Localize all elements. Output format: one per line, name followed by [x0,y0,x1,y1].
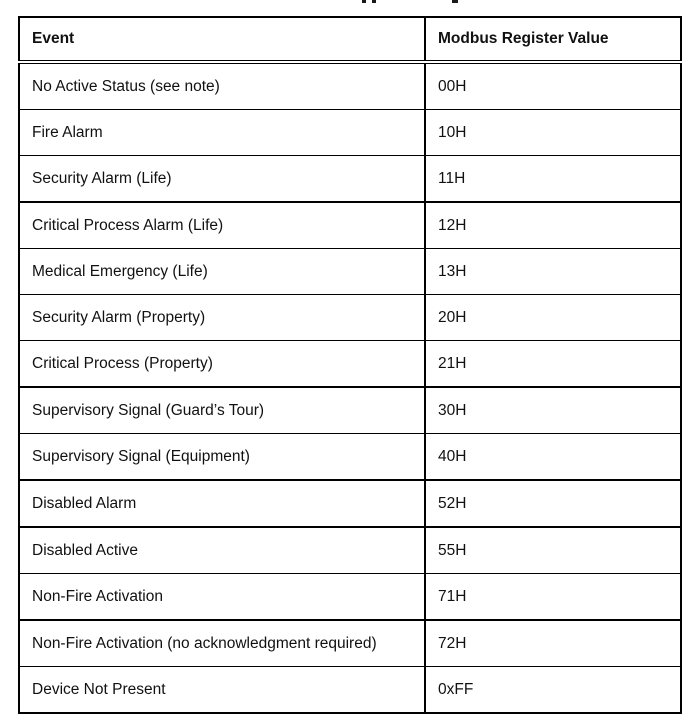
value-cell: 72H [425,620,681,667]
event-cell: Fire Alarm [19,110,425,156]
event-cell: No Active Status (see note) [19,62,425,110]
table-row [19,527,681,574]
event-cell: Non-Fire Activation [19,574,425,621]
value-cell: 0xFF [425,667,681,714]
value-cell: 40H [425,434,681,481]
table-row [19,667,681,714]
event-cell: Disabled Active [19,527,425,574]
event-cell: Security Alarm (Life) [19,156,425,203]
value-cell: 71H [425,574,681,621]
table-row [19,434,681,481]
table-row [19,249,681,295]
event-cell: Critical Process (Property) [19,341,425,388]
value-cell: 30H [425,387,681,434]
value-cell: 12H [425,202,681,249]
event-cell: Device Not Present [19,667,425,714]
table-row [19,110,681,156]
value-cell: 52H [425,480,681,527]
event-cell: Critical Process Alarm (Life) [19,202,425,249]
event-cell: Supervisory Signal (Equipment) [19,434,425,481]
value-cell: 13H [425,249,681,295]
table-row [19,202,681,249]
table-row [19,480,681,527]
header-event: Event [19,17,425,62]
cropped-title-remnant [362,0,366,3]
header-modbus-register-value: Modbus Register Value [425,17,681,62]
event-cell: Supervisory Signal (Guard’s Tour) [19,387,425,434]
value-cell: 20H [425,295,681,341]
value-cell: 55H [425,527,681,574]
event-cell: Security Alarm (Property) [19,295,425,341]
table-row [19,156,681,203]
value-cell: 10H [425,110,681,156]
table-row [19,387,681,434]
event-register-table [18,16,682,714]
table-row [19,341,681,388]
table-row [19,620,681,667]
table-row [19,295,681,341]
event-register-table-container [18,16,680,714]
table-row [19,62,681,110]
value-cell: 11H [425,156,681,203]
table-row [19,574,681,621]
value-cell: 00H [425,62,681,110]
cropped-title-remnant [372,0,376,3]
value-cell: 21H [425,341,681,388]
event-cell: Medical Emergency (Life) [19,249,425,295]
cropped-title-remnant [452,0,458,3]
table-header-row [19,17,681,62]
event-cell: Disabled Alarm [19,480,425,527]
event-cell: Non-Fire Activation (no acknowledgment required) [19,620,425,667]
